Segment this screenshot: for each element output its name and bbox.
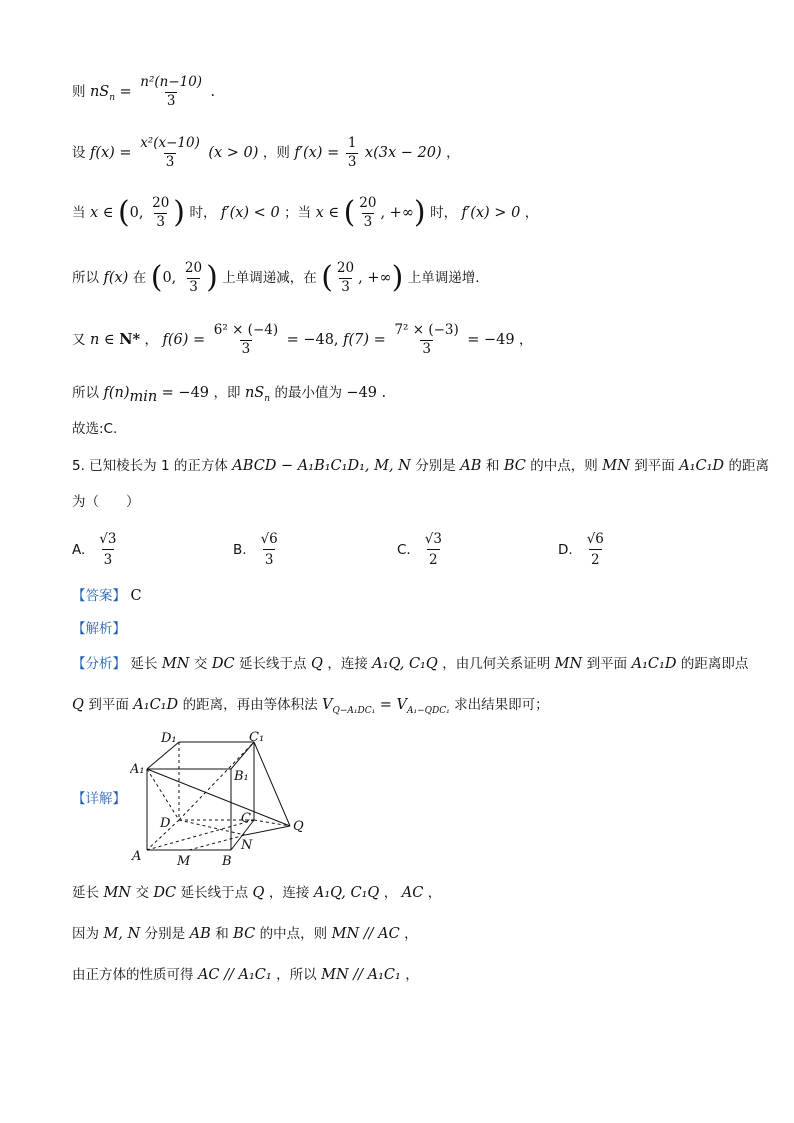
label-N: N [241, 838, 253, 853]
label-Q: Q [293, 819, 304, 834]
label-B: B [222, 854, 232, 869]
fenxi-tag: 【分析】 [72, 656, 126, 672]
option-c[interactable]: C. $\frac{√3}{2}$ [397, 531, 442, 568]
solution-line-4: 所以 f(x) 在 (0, $\frac{20}{3}$ ) 上单调递减，在 ( $\frac{20}{3}$ , +∞) 上单调递增. [72, 260, 480, 295]
analysis-tag: 【解析】 [72, 621, 126, 637]
fraction: $\frac{20}{3}$ [152, 195, 170, 230]
label-B1: B₁ [234, 769, 249, 784]
option-d[interactable]: D. $\frac{√6}{2}$ [558, 531, 604, 568]
choose-answer-line: 故选:C. [72, 421, 118, 437]
analysis-line [72, 622, 126, 637]
math-nSn: $nS_n$ [89, 84, 116, 103]
solution-line-1: 则 $nS_n$ = $\frac{\text{n²(n−10)}}{3}$ . [72, 74, 216, 109]
fraction: $\frac{20}{3}$ [359, 195, 377, 230]
fenxi-line-1: 【分析】 延长 MN 交 DC 延长线于点 Q ，连接 A₁Q, C₁Q ，由几何关系证明 MN 到平面 A₁C₁D 的距离即点 [72, 656, 749, 672]
detail-tag: 【详解】 [72, 791, 126, 807]
label-A1: A₁ [130, 762, 145, 777]
fraction: $\frac{1}{3}$ [347, 135, 357, 170]
option-b[interactable]: B. $\frac{√6}{3}$ [233, 531, 278, 568]
answer-value: C [130, 588, 142, 604]
answer-tag: 【答案】 [72, 588, 126, 604]
solution-line-5: 又 n ∈ N* ， f(6) = $\frac{\text{6² × (−4)}}{3}$ = −48, f(7) = $\frac{\text{7² × (−3)}}{3}$ = −49 ， [72, 322, 533, 357]
fenxi-line-2: Q 到平面 A₁C₁D 的距离，再由等体积法 $V_{Q-A_1DC_1} = V_{A_1-QDC_1}$ 求出结果即可； [72, 697, 549, 716]
fraction: $\frac{20}{3}$ [184, 260, 203, 295]
solution-line-6: 所以 $f(n)_{min} = -49$ ，即 $nS_n$ 的最小值为 −49 . [72, 385, 387, 405]
label-C1: C₁ [249, 730, 265, 745]
fraction: $\frac{√6}{3}$ [260, 531, 278, 568]
fraction: $\frac{\text{6² × (−4)}}{3}$ [213, 322, 279, 357]
detail-line-3: 由正方体的性质可得 AC // A₁C₁ ，所以 MN // A₁C₁ ， [72, 967, 419, 983]
label-M: M [177, 854, 191, 869]
fraction: $\frac{20}{3}$ [336, 260, 355, 295]
fraction: $\frac{\text{n²(n−10)}}{3}$ [140, 74, 203, 109]
option-a[interactable]: A. $\frac{√3}{3}$ [72, 531, 117, 568]
answer-line [72, 589, 142, 604]
detail-line-1: 延长 MN 交 DC 延长线于点 Q ，连接 A₁Q, C₁Q ， AC ， [72, 885, 442, 901]
label-C: C [241, 811, 251, 826]
cube-figure [130, 729, 315, 869]
question-5-line-1: 5. 已知棱长为 1 的正方体 ABCD − A₁B₁C₁D₁, M, N 分别是 AB 和 BC 的中点，则 MN 到平面 A₁C₁D 的距离 [72, 458, 769, 474]
fraction: $\frac{√6}{2}$ [586, 531, 604, 568]
detail-line-2: 因为 M, N 分别是 AB 和 BC 的中点，则 MN // AC ， [72, 926, 418, 942]
label-D: D [160, 816, 171, 831]
label-A: A [132, 849, 142, 864]
solution-line-2: 设 f(x) = $\frac{\text{x²(x−10)}}{3}$ (x > 0) ，则 f′(x) = $\frac{1}{3}$ x(3x − 20) ， [72, 135, 460, 170]
fraction: $\frac{√3}{2}$ [424, 531, 442, 568]
solution-line-3: 当 x ∈ (0, $\frac{20}{3}$ ) 时， f′(x) < 0 ；当 x ∈ ( $\frac{20}{3}$ , +∞) 时， f′(x) > 0 ， [72, 195, 539, 230]
detail-line [72, 792, 126, 807]
label-D1: D₁ [161, 731, 177, 746]
fraction: $\frac{√3}{3}$ [99, 531, 117, 568]
question-5-line-2: 为（ ） [72, 494, 140, 510]
fraction: $\frac{\text{x²(x−10)}}{3}$ [140, 135, 200, 170]
fraction: $\frac{\text{7² × (−3)}}{3}$ [394, 322, 459, 357]
